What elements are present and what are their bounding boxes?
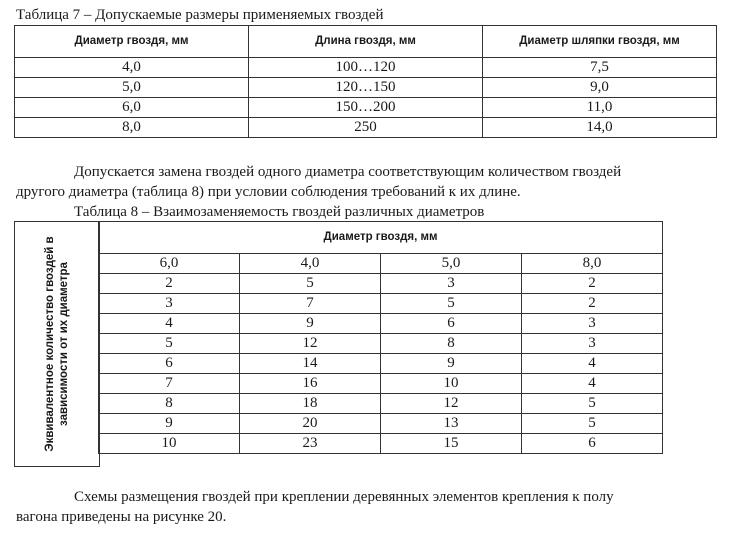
table-cell: 20: [240, 414, 381, 434]
table-cell: 14: [240, 354, 381, 374]
table-cell: 3: [99, 294, 240, 314]
table-cell: 18: [240, 394, 381, 414]
paragraph-line: Допускается замена гвоздей одного диаметра соответствующим количеством гвоздей: [74, 164, 622, 180]
table-cell: 3: [522, 334, 663, 354]
table-row: [99, 394, 663, 414]
table-cell: 7: [240, 294, 381, 314]
table-cell: 23: [240, 434, 381, 454]
table7-header: Диаметр гвоздя, мм: [15, 26, 249, 58]
paragraph-line: другого диаметра (таблица 8) при условии соблюдения требований к их длине.: [16, 184, 521, 200]
paragraph-line: Схемы размещения гвоздей при креплении деревянных элементов крепления к полу: [74, 489, 614, 505]
table-cell: 100…120: [249, 58, 483, 78]
table-row: [99, 374, 663, 394]
table-cell: 5,0: [15, 78, 249, 98]
table-cell: 8: [381, 334, 522, 354]
table8-diameter: 6,0: [99, 254, 240, 274]
table-row: [99, 254, 663, 274]
table-cell: 12: [240, 334, 381, 354]
table8-header: Диаметр гвоздя, мм: [99, 222, 663, 254]
table8-side-label-cell: [14, 221, 100, 467]
table-row: [99, 434, 663, 454]
table-cell: 4: [99, 314, 240, 334]
table8-side-label: Эквивалентное количество гвоздей в зависимости от их диаметра: [44, 236, 70, 452]
table-cell: 5: [522, 394, 663, 414]
table-cell: 10: [381, 374, 522, 394]
table8: [98, 221, 663, 454]
table7: [14, 25, 717, 138]
table-cell: 6: [99, 354, 240, 374]
table-cell: 250: [249, 118, 483, 138]
table8-diameter: 8,0: [522, 254, 663, 274]
table-cell: 6,0: [15, 98, 249, 118]
table-cell: 7: [99, 374, 240, 394]
table-cell: 9: [381, 354, 522, 374]
table8-diameter: 5,0: [381, 254, 522, 274]
table-cell: 9: [240, 314, 381, 334]
table-cell: 150…200: [249, 98, 483, 118]
table-cell: 4: [522, 374, 663, 394]
paragraph-line: вагона приведены на рисунке 20.: [16, 509, 227, 525]
table-cell: 15: [381, 434, 522, 454]
table-cell: 11,0: [483, 98, 717, 118]
table-cell: 6: [381, 314, 522, 334]
table-row: [99, 334, 663, 354]
table-cell: 8,0: [15, 118, 249, 138]
table7-header: Диаметр шляпки гвоздя, мм: [483, 26, 717, 58]
table-cell: 5: [240, 274, 381, 294]
table-cell: 3: [381, 274, 522, 294]
paragraph: [16, 487, 714, 527]
table-cell: 5: [522, 414, 663, 434]
table-cell: 2: [522, 274, 663, 294]
table-cell: 8: [99, 394, 240, 414]
table-row: [15, 58, 717, 78]
table-row: [15, 78, 717, 98]
table-cell: 2: [99, 274, 240, 294]
paragraph: [16, 162, 714, 202]
table-cell: 9: [99, 414, 240, 434]
table-row: [99, 314, 663, 334]
table-cell: 4,0: [15, 58, 249, 78]
table-cell: 7,5: [483, 58, 717, 78]
table8-diameter: 4,0: [240, 254, 381, 274]
table-row: [15, 98, 717, 118]
table-cell: 12: [381, 394, 522, 414]
table7-caption: Таблица 7 – Допускаемые размеры применяемых гвоздей: [16, 7, 384, 23]
table-cell: 9,0: [483, 78, 717, 98]
table-cell: 14,0: [483, 118, 717, 138]
table-cell: 5: [99, 334, 240, 354]
table-cell: 10: [99, 434, 240, 454]
table-cell: 2: [522, 294, 663, 314]
table-row: [99, 274, 663, 294]
table-cell: 16: [240, 374, 381, 394]
table-cell: 6: [522, 434, 663, 454]
table-row: [99, 414, 663, 434]
table-cell: 4: [522, 354, 663, 374]
table-cell: 5: [381, 294, 522, 314]
table-cell: 13: [381, 414, 522, 434]
table-row: [99, 354, 663, 374]
table-row: [15, 118, 717, 138]
table-cell: 3: [522, 314, 663, 334]
table7-header: Длина гвоздя, мм: [249, 26, 483, 58]
table8-caption: Таблица 8 – Взаимозаменяемость гвоздей различных диаметров: [74, 204, 485, 220]
table-cell: 120…150: [249, 78, 483, 98]
table-row: [99, 294, 663, 314]
